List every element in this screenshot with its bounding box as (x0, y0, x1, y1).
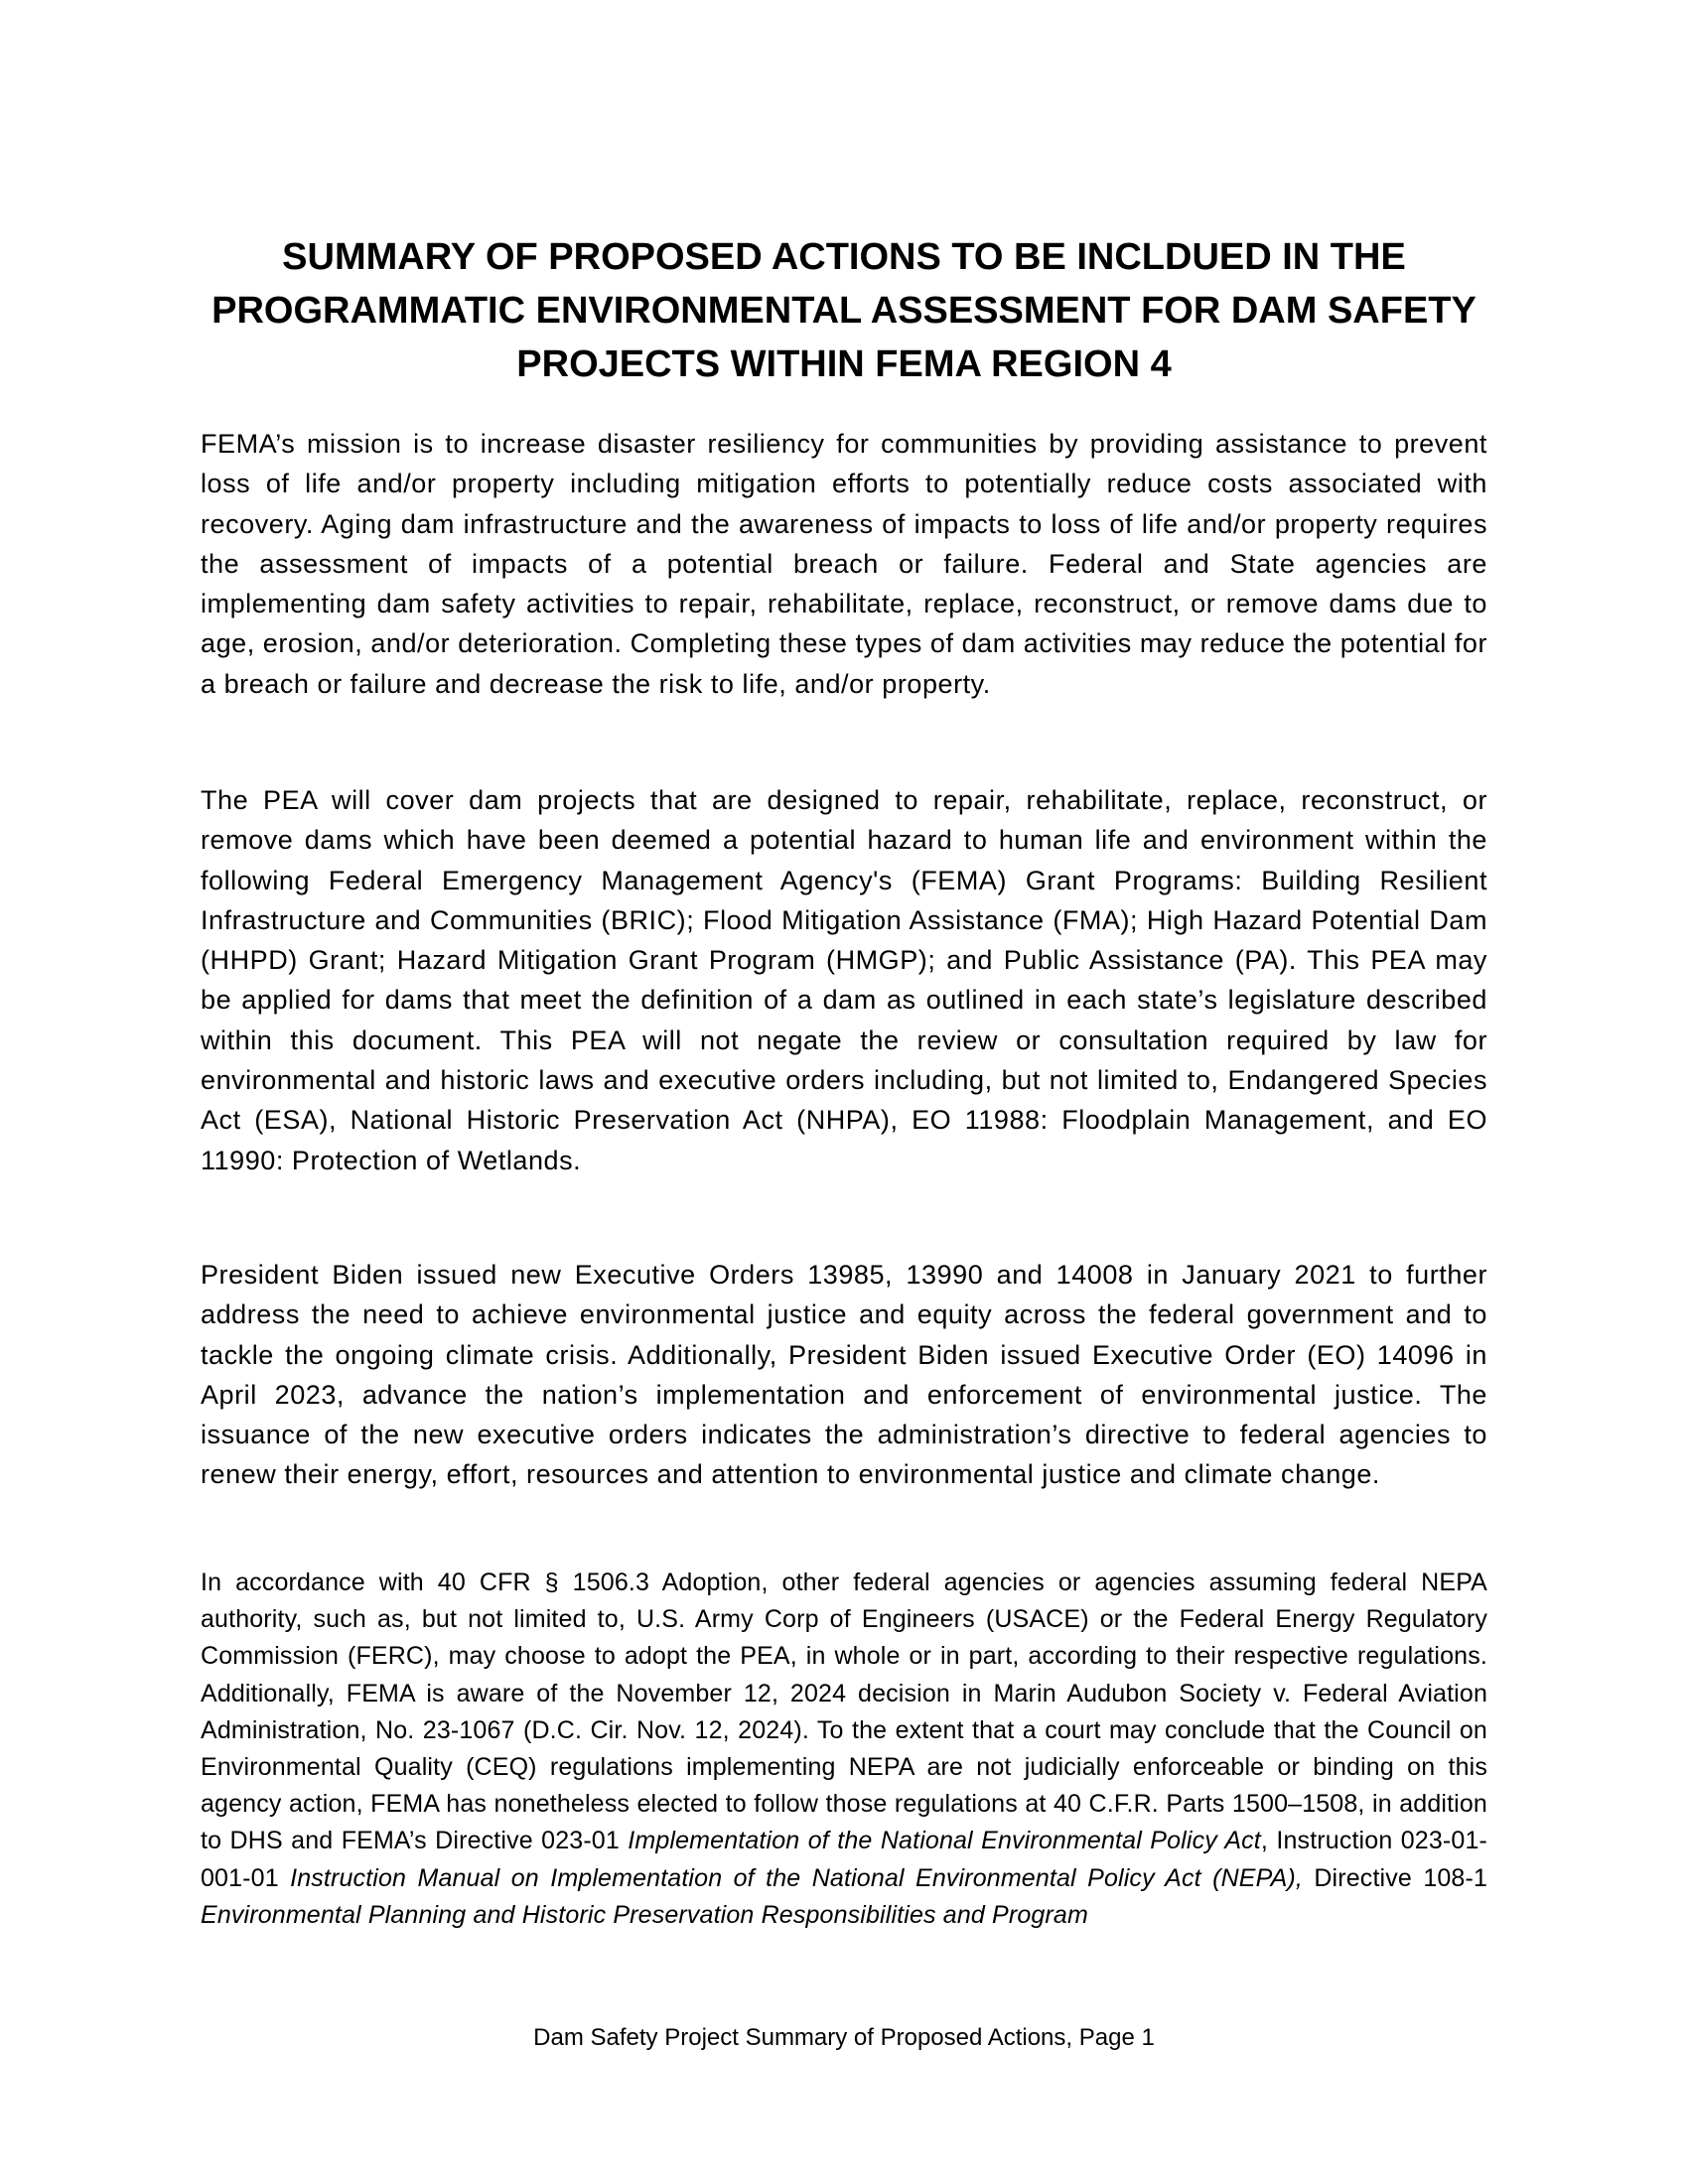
text-segment: Directive 108-1 (1302, 1863, 1488, 1892)
italic-title-ehp-responsibilities: Environmental Planning and Historic Preservation Responsibilities and Program (201, 1900, 1088, 1929)
paragraph-executive-orders: President Biden issued new Executive Orders 13985, 13990 and 14008 in January 2021 to further address the need to achieve environmental justice and equity across the federal government and to tackle the ongoing climate crisis. Additionally, President Biden issued Executive Order (EO) 14096 in April 2023, advance the nation’s implementation and enforcement of environmental justice. The issuance of the new executive orders indicates the administration’s directive to federal agencies to renew their energy, effort, resources and attention to environmental justice and climate change. (201, 1260, 1487, 1490)
document-title (179, 230, 1509, 391)
text-segment: , Instruction 023-01-001-01 (201, 1827, 1487, 1892)
paragraph-nepa-adoption (201, 1565, 1487, 1934)
page-footer: Dam Safety Project Summary of Proposed Actions, Page 1 (533, 2024, 1155, 2051)
text-segment: In accordance with 40 CFR § 1506.3 Adoption, other federal agencies or agencies assuming federal NEPA authority, such as, but not limited to, U.S. Army Corp of Engineers (USACE) or the Federal Energy Regulatory Commission (FERC), may choose to adopt the PEA, in whole or in part, according to their respective regulations. Additionally, FEMA is aware of the November 12, 2024 decision in Marin Audubon Society v. Federal Aviation Administration, No. 23-1067 (D.C. Cir. Nov. 12, 2024). To the extent that a court may conclude that the Council on Environmental Quality (CEQ) regulations implementing NEPA are not judicially enforceable or binding on this agency action, FEMA has nonetheless elected to follow those regulations at 40 C.F.R. Parts 1500–1508, in addition to DHS and FEMA’s Directive 023-01 (201, 1569, 1487, 1855)
title-line-1: SUMMARY OF PROPOSED ACTIONS TO BE INCLDUED IN THE (282, 236, 1406, 278)
paragraph-pea-scope: The PEA will cover dam projects that are designed to repair, rehabilitate, replace, reconstruct, or remove dams which have been deemed a potential hazard to human life and environment within the following Federal Emergency Management Agency's (FEMA) Grant Programs: Building Resilient Infrastructure and Communities (BRIC); Flood Mitigation Assistance (FMA); High Hazard Potential Dam (HHPD) Grant; Hazard Mitigation Grant Program (HMGP); and Public Assistance (PA). This PEA may be applied for dams that meet the definition of a dam as outlined in each state’s legislature described within this document. This PEA will not negate the review or consultation required by law for environmental and historic laws and executive orders including, but not limited to, Endangered Species Act (ESA), National Historic Preservation Act (NHPA), EO 11988: Floodplain Management, and EO 11990: Protection of Wetlands. (201, 785, 1487, 1175)
italic-title-instruction-manual: Instruction Manual on Implementation of the National Environmental Policy Act (NEPA), (290, 1863, 1303, 1892)
title-line-3: PROJECTS WITHIN FEMA REGION 4 (516, 343, 1172, 385)
italic-title-nepa-implementation: Implementation of the National Environmental Policy Act (628, 1827, 1261, 1855)
title-line-2: PROGRAMMATIC ENVIRONMENTAL ASSESSMENT FOR DAM SAFETY (211, 290, 1477, 332)
paragraph-fema-mission: FEMA’s mission is to increase disaster resiliency for communities by providing assistance to prevent loss of life and/or property including mitigation efforts to potentially reduce costs associated with recovery. Aging dam infrastructure and the awareness of impacts to loss of life and/or property requires the assessment of impacts of a potential breach or failure. Federal and State agencies are implementing dam safety activities to repair, rehabilitate, replace, reconstruct, or remove dams due to age, erosion, and/or deterioration. Completing these types of dam activities may reduce the potential for a breach or failure and decrease the risk to life, and/or property. (201, 429, 1487, 699)
